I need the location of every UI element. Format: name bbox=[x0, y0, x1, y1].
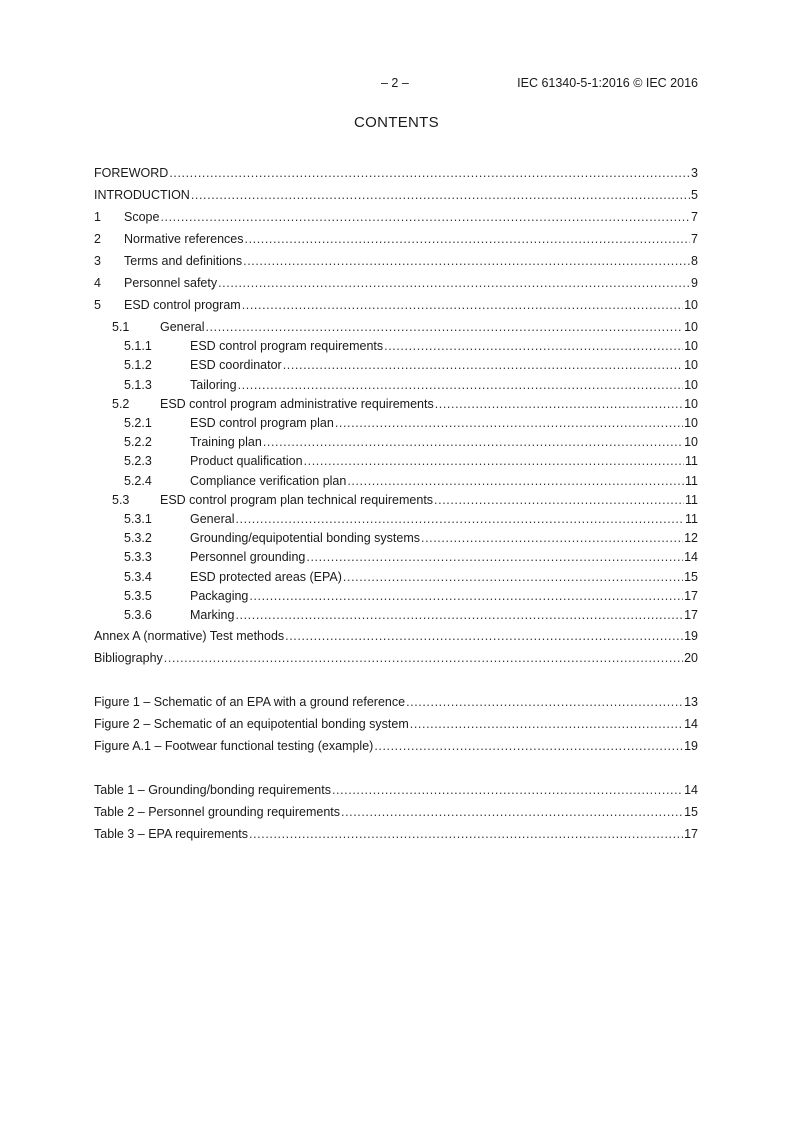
toc-entry[interactable] bbox=[94, 805, 698, 823]
dot-leader bbox=[335, 416, 683, 430]
toc-entry-label: INTRODUCTION bbox=[94, 188, 190, 202]
toc-entry-number: 2 bbox=[94, 232, 101, 246]
dot-leader bbox=[421, 531, 683, 545]
toc-entry-label: ESD control program administrative requirements bbox=[160, 396, 434, 411]
toc-entry-page: 19 bbox=[684, 629, 698, 643]
toc-entry-label: Grounding/equipotential bonding systems bbox=[190, 531, 421, 546]
toc-entry-number: 5.3.6 bbox=[124, 608, 152, 622]
toc-entry[interactable] bbox=[94, 454, 698, 472]
toc-entry-label: ESD control program plan technical requirements bbox=[160, 492, 434, 507]
toc-entry-number: 5.3.4 bbox=[124, 569, 152, 584]
toc-entry-page: 12 bbox=[684, 531, 698, 546]
toc-entry-number: 5.3.3 bbox=[124, 550, 152, 565]
toc-entry-page: 11 bbox=[685, 454, 698, 469]
toc-entry[interactable] bbox=[94, 397, 698, 415]
dot-leader bbox=[263, 435, 683, 449]
toc-entry-page: 17 bbox=[684, 588, 698, 603]
toc-entry-label: ESD control program bbox=[124, 298, 241, 312]
toc-entry-page: 17 bbox=[684, 827, 698, 841]
dot-leader bbox=[434, 493, 684, 507]
page-number: – 2 – bbox=[381, 76, 409, 90]
toc-entry-label: Personnel safety bbox=[124, 276, 218, 290]
toc-entry-page: 14 bbox=[684, 717, 698, 731]
toc-entry-label: Annex A (normative) Test methods bbox=[94, 629, 285, 643]
toc-entry-label: Figure 1 – Schematic of an EPA with a ground reference bbox=[94, 695, 406, 709]
dot-leader bbox=[384, 339, 683, 353]
dot-leader bbox=[218, 276, 690, 290]
toc-entry-label: Packaging bbox=[190, 588, 249, 603]
toc-entry-page: 10 bbox=[684, 377, 698, 392]
toc-entry-number: 5.2.1 bbox=[124, 416, 152, 430]
toc-entry[interactable] bbox=[94, 783, 698, 801]
toc-entry-number: 5 bbox=[94, 298, 101, 312]
toc-entry[interactable] bbox=[94, 512, 698, 530]
toc-entry-page: 10 bbox=[684, 396, 698, 411]
toc-entry-page: 13 bbox=[684, 695, 698, 709]
toc-entry[interactable] bbox=[94, 717, 698, 735]
toc-entry-label: General bbox=[160, 320, 205, 334]
toc-entry-number: 1 bbox=[94, 210, 101, 224]
toc-entry[interactable] bbox=[94, 474, 698, 492]
dot-leader bbox=[169, 166, 690, 180]
toc-entry-number: 5.3.1 bbox=[124, 512, 152, 526]
toc-entry[interactable] bbox=[94, 416, 698, 434]
toc-entry-number: 4 bbox=[94, 276, 101, 290]
toc-entry-number: 5.1 bbox=[112, 320, 130, 334]
toc-entry[interactable] bbox=[94, 166, 698, 184]
dot-leader bbox=[205, 320, 683, 334]
toc-entry[interactable] bbox=[94, 320, 698, 338]
toc-entry[interactable] bbox=[94, 232, 698, 250]
toc-entry-number: 5.1.2 bbox=[124, 358, 152, 373]
toc-entry[interactable] bbox=[94, 188, 698, 206]
toc-entry[interactable] bbox=[94, 298, 698, 316]
dot-leader bbox=[306, 550, 683, 564]
toc-entry-page: 17 bbox=[684, 608, 698, 622]
toc-entry-label: Table 1 – Grounding/bonding requirements bbox=[94, 783, 331, 797]
toc-entry-number: 5.3.5 bbox=[124, 588, 152, 603]
toc-entry-page: 11 bbox=[685, 492, 698, 507]
dot-leader bbox=[285, 629, 683, 643]
toc-entry-number: 3 bbox=[94, 254, 101, 268]
toc-entry-page: 8 bbox=[691, 254, 698, 268]
dot-leader bbox=[249, 827, 683, 841]
toc-entry-label: General bbox=[190, 512, 235, 526]
dot-leader bbox=[235, 608, 683, 622]
toc-entry-page: 7 bbox=[691, 232, 698, 246]
dot-leader bbox=[341, 805, 683, 819]
toc-entry[interactable] bbox=[94, 254, 698, 272]
dot-leader bbox=[347, 474, 684, 488]
toc-entry-label: Table 2 – Personnel grounding requirements bbox=[94, 805, 340, 819]
dot-leader bbox=[243, 254, 690, 268]
toc-entry-label: Tailoring bbox=[190, 377, 237, 392]
toc-entry-label: Figure A.1 – Footwear functional testing (example) bbox=[94, 739, 374, 753]
dot-leader bbox=[238, 378, 684, 392]
toc-entry-label: FOREWORD bbox=[94, 166, 169, 180]
toc-entry-page: 10 bbox=[684, 298, 698, 312]
dot-leader bbox=[249, 589, 683, 603]
toc-entry-label: Compliance verification plan bbox=[190, 473, 347, 488]
toc-entry-page: 14 bbox=[684, 783, 698, 797]
dot-leader bbox=[410, 717, 683, 731]
toc-entry-page: 3 bbox=[691, 166, 698, 180]
toc-entry-page: 5 bbox=[691, 188, 698, 202]
dot-leader bbox=[435, 397, 683, 411]
toc-entry-label: Training plan bbox=[190, 435, 262, 450]
toc-entry-label: Product qualification bbox=[190, 454, 303, 469]
toc-entry-page: 15 bbox=[684, 805, 698, 819]
toc-entry-label: Marking bbox=[190, 608, 235, 622]
toc-entry-label: Normative references bbox=[124, 232, 244, 246]
toc-entry-label: Figure 2 – Schematic of an equipotential bonding system bbox=[94, 717, 409, 731]
toc-entry-number: 5.2 bbox=[112, 396, 130, 411]
dot-leader bbox=[235, 512, 684, 526]
dot-leader bbox=[164, 651, 683, 665]
toc-entry-number: 5.3.2 bbox=[124, 531, 152, 546]
toc-entry-page: 10 bbox=[684, 339, 698, 354]
dot-leader bbox=[406, 695, 683, 709]
toc-entry-number: 5.2.4 bbox=[124, 473, 152, 488]
toc-entry-label: Table 3 – EPA requirements bbox=[94, 827, 249, 841]
toc-entry-page: 19 bbox=[684, 739, 698, 753]
toc-entry-label: ESD control program plan bbox=[190, 416, 334, 430]
toc-entry-page: 20 bbox=[684, 651, 698, 665]
toc-entry-number: 5.1.1 bbox=[124, 339, 152, 354]
toc-entry[interactable] bbox=[94, 629, 698, 647]
toc-entry-page: 10 bbox=[684, 358, 698, 373]
toc-entry-label: ESD protected areas (EPA) bbox=[190, 569, 342, 584]
toc-entry-number: 5.3 bbox=[112, 492, 130, 507]
dot-leader bbox=[332, 783, 683, 797]
toc-entry[interactable] bbox=[94, 493, 698, 511]
dot-leader bbox=[160, 210, 690, 224]
toc-entry-number: 5.2.2 bbox=[124, 435, 152, 450]
toc-entry[interactable] bbox=[94, 210, 698, 228]
toc-entry-page: 10 bbox=[684, 416, 698, 430]
toc-entry-page: 7 bbox=[691, 210, 698, 224]
toc-entry[interactable] bbox=[94, 827, 698, 845]
toc-entry-label: Personnel grounding bbox=[190, 550, 306, 565]
dot-leader bbox=[283, 358, 683, 372]
toc-entry-page: 11 bbox=[685, 473, 698, 488]
toc-entry-label: Bibliography bbox=[94, 651, 163, 665]
contents-title: CONTENTS bbox=[354, 114, 439, 131]
toc-entry-number: 5.2.3 bbox=[124, 454, 152, 469]
toc-entry[interactable] bbox=[94, 695, 698, 713]
toc-entry[interactable] bbox=[94, 589, 698, 607]
toc-entry-page: 15 bbox=[684, 569, 698, 584]
toc-entry[interactable] bbox=[94, 550, 698, 568]
toc-entry[interactable] bbox=[94, 608, 698, 626]
toc-entry-page: 14 bbox=[684, 550, 698, 565]
dot-leader bbox=[245, 232, 691, 246]
toc-entry-label: ESD coordinator bbox=[190, 358, 282, 373]
toc-entry-label: Terms and definitions bbox=[124, 254, 243, 268]
toc-entry-label: ESD control program requirements bbox=[190, 339, 384, 354]
toc-entry[interactable] bbox=[94, 739, 698, 757]
dot-leader bbox=[191, 188, 690, 202]
toc-entry[interactable] bbox=[94, 276, 698, 294]
toc-entry[interactable] bbox=[94, 378, 698, 396]
toc-entry-page: 9 bbox=[691, 276, 698, 290]
toc-entry[interactable] bbox=[94, 339, 698, 357]
toc-entry-page: 10 bbox=[684, 320, 698, 334]
toc-entry-page: 10 bbox=[684, 435, 698, 450]
toc-entry-page: 11 bbox=[685, 512, 698, 526]
document-reference: IEC 61340-5-1:2016 © IEC 2016 bbox=[517, 76, 698, 90]
toc-entry[interactable] bbox=[94, 358, 698, 376]
toc-entry-label: Scope bbox=[124, 210, 160, 224]
toc-entry-number: 5.1.3 bbox=[124, 377, 152, 392]
dot-leader bbox=[343, 570, 683, 584]
toc-entry[interactable] bbox=[94, 531, 698, 549]
dot-leader bbox=[304, 454, 684, 468]
toc-entry[interactable] bbox=[94, 570, 698, 588]
toc-entry[interactable] bbox=[94, 651, 698, 669]
dot-leader bbox=[374, 739, 683, 753]
dot-leader bbox=[242, 298, 683, 312]
page-header bbox=[0, 76, 793, 92]
toc-entry[interactable] bbox=[94, 435, 698, 453]
